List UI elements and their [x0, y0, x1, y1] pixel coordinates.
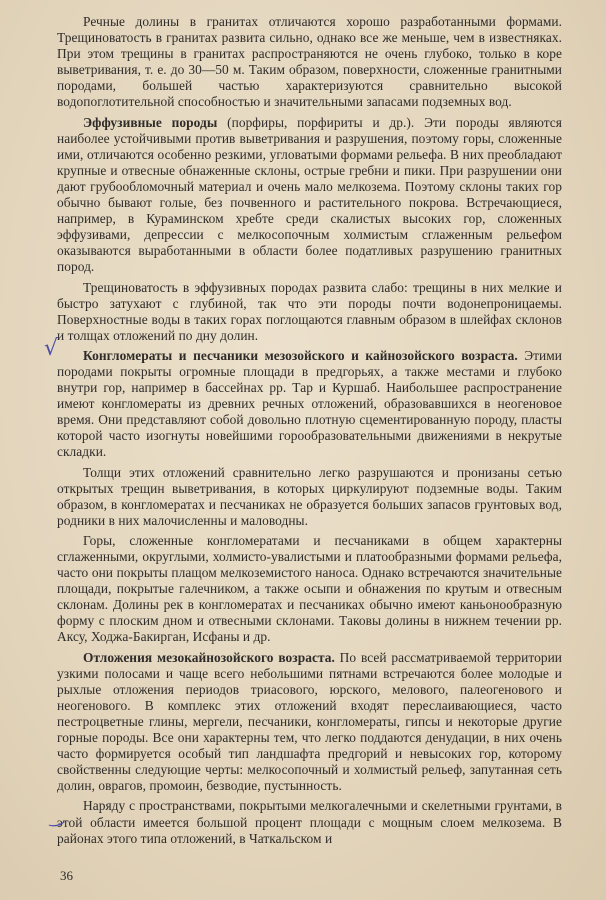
paragraph-conglomerate-weathering: [57, 465, 562, 529]
paragraph-effusive-fracturing: [57, 280, 562, 344]
paragraph-text: Наряду с пространствами, покрытыми мелкогалечными и скелетными грунтами, в этой области имеется большой процент площади с мощным слоем мелкозема. В районах этого типа отложений, в Чаткальском и: [57, 798, 562, 846]
paragraph-text: Трещиноватость в эффузивных породах развита слабо: трещины в них мелкие и быстро затухают с глубиной, так что эти породы почти водонепроницаемы. Поверхностные воды в таких горах поглощаются главным образом в шлейфах склонов и толщах отложений по дну долин.: [57, 279, 562, 343]
paragraph-conglomerates: [57, 348, 562, 461]
section-heading-effusive: Эффузивные породы: [83, 114, 218, 130]
pen-checkmark-icon: √: [44, 336, 59, 361]
section-heading-mesocenozoic: Отложения мезокайнозойского возраста.: [83, 649, 335, 665]
paragraph-effusive-rocks: [57, 115, 562, 276]
paragraph-text: Толщи этих отложений сравнительно легко разрушаются и пронизаны сетью открытых трещин выветривания, в которых циркулируют подземные воды. Таким образом, в конгломератах и песчаниках не образуется больших запасов грунтовых вод, родники в них малочисленны и маловодны.: [57, 464, 562, 528]
page-body: [57, 14, 562, 847]
pen-underline-icon: ‿: [45, 804, 65, 829]
paragraph-text: Речные долины в гранитах отличаются хорошо разработанными формами. Трещиноватость в гранитах развита сильно, однако все же меньше, чем в известняках. При этом трещины в гранитах распространяются не очень глубоко, только в коре выветривания, т. е. до 30—50 м. Таким образом, поверхности, сложенные гранитными породами, большей частью характеризуются сравнительно высокой водопоглотительной способностью и значительными запасами подземных вод.: [57, 14, 562, 110]
paragraph-conglomerate-landforms: [57, 533, 562, 646]
paragraph-text: Горы, сложенные конгломератами и песчаниками в общем характерны сглаженными, округлыми, холмисто-увалистыми и платообразными формами рельефа, часто они покрыты плащом мелкоземистого наноса. Однако встречаются значительные площади, покрытые галечником, а также осыпи и обнажения по крутым и отвесным склонам. Долины рек в конгломератах и песчаниках обычно имеют каньонообразную форму с плоским дном и отвесными склонами. Таковы долины в нижнем течении рр. Аксу, Ходжа-Бакирган, Исфаны и др.: [57, 532, 562, 645]
paragraph-text: По всей рассматриваемой территории узкими полосами и чаще всего небольшими пятнами встречаются более молодые и рыхлые отложения периодов триасового, юрского, мелового, палеогенового и неогенового. В комплекс этих отложений входят переслаивающиеся, часто пестроцветные глины, мергели, песчаники, конгломераты, гипсы и некоторые другие горные породы. Все они характерны тем, что легко поддаются денудации, в них очень часто формируется особый тип ландшафта предгорий и невысоких гор, которому свойственны следующие черты: мелкосопочный и холмистый рельеф, запутанная сеть долин, оврагов, промоин, безводие, пустынность.: [57, 649, 562, 794]
paragraph-granite-valleys: [57, 14, 562, 111]
paragraph-mesocenozoic: [57, 650, 562, 795]
paragraph-text: (порфиры, порфириты и др.). Эти породы являются наиболее устойчивыми против выветривания и разрушения, поэтому горы, сложенные ими, отличаются особенно резкими, угловатыми формами рельефа. В них преобладают крупные и отвесные обнаженные склоны, острые гребни и пики. При разрушении они дают грубообломочный материал и очень мало мелкозема. Поэтому склоны таких гор обычно бывают голые, без почвенного и растительного покрова. Встречающиеся, например, в Кураминском хребте среди скалистых высоких гор, сложенных эффузивами, депрессии с мелкосопочным холмистым сглаженным рельефом оказываются выработанными в области более податливых разрушению гранитных пород.: [57, 114, 563, 275]
paragraph-fine-earth: [57, 798, 562, 846]
section-heading-conglomerates: Конгломераты и песчаники мезозойского и кайнозойского возраста.: [83, 347, 518, 363]
page-number: 36: [60, 868, 73, 883]
paragraph-text: Этими породами покрыты огромные площади в предгорьях, а также местами и глубоко внутри гор, например в бассейнах рр. Тар и Куршаб. Наибольшее распространение имеют конгломераты из древних речных отложений, образовавшихся в неогеновое время. Они представляют собой довольно плотную сцементированную породу, пласты которой часто изогнуты новейшими горообразовательными движениями в некрутые складки.: [57, 347, 562, 460]
